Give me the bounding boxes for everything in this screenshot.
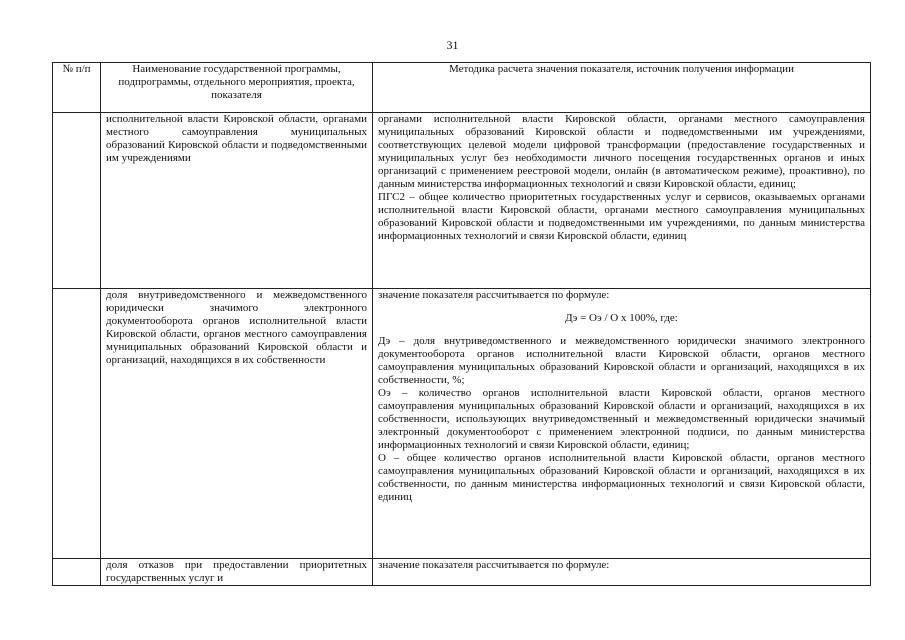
- row-number: [53, 559, 101, 586]
- methodology-cell: [373, 289, 871, 559]
- header-methodology: Методика расчета значения показателя, источник получения информации: [373, 63, 871, 113]
- methodology-paragraph: Оэ – количество органов исполнительной власти Кировской области, органов местного самоуправления муниципальных образований Кировской области и организаций, находящихся в их собственности, использующих внутриведомственный и межведомственный юридически значимый электронный документооборот с применением электронной подписи, по данным министерства информационных технологий и связи Кировской области, единиц;: [378, 387, 865, 451]
- indicator-name: доля внутриведомственного и межведомственного юридически значимого электронного документооборота органов исполнительной власти Кировской области, органов местного самоуправления муниципальных образований Кировской области и организаций, находящихся в их собственности: [101, 289, 373, 559]
- header-number: № п/п: [53, 63, 101, 113]
- formula: Дэ = Оэ / О х 100%, где:: [565, 312, 678, 324]
- indicator-name: доля отказов при предоставлении приоритетных государственных услуг и: [101, 559, 373, 586]
- table-header-row: [53, 63, 871, 113]
- methodology-paragraph: органами исполнительной власти Кировской области, органами местного самоуправления муниципальных образований Кировской области и подведомственными им учреждениями, соответствующих целевой модели цифровой трансформации (предоставление государственных и муниципальных услуг без необходимости личного посещения государственных органов и иных организаций с применением реестровой модели, онлайн (в автоматическом режиме), проактивно), по данным министерства информационных технологий и связи Кировской области, единиц;: [378, 113, 865, 190]
- methodology-cell: [373, 559, 871, 586]
- row-number: [53, 113, 101, 289]
- row-number: [53, 289, 101, 559]
- methodology-paragraph: ПГС2 – общее количество приоритетных государственных услуг и сервисов, оказываемых органами исполнительной власти Кировской области, органами местного самоуправления муниципальных образований Кировской области и подведомственными им учреждениями, по данным министерства информационных технологий и связи Кировской области, единиц: [378, 191, 865, 242]
- header-name: Наименование государственной программы, подпрограммы, отдельного мероприятия, проекта, показателя: [101, 63, 373, 113]
- table-row: [53, 289, 871, 559]
- methodology-intro: значение показателя рассчитывается по формуле:: [378, 559, 610, 571]
- page-number: 31: [446, 38, 459, 52]
- methodology-paragraph: О – общее количество органов исполнительной власти Кировской области, органов местного самоуправления муниципальных образований Кировской области и организаций, находящихся в их собственности, по данным министерства информационных технологий и связи Кировской области, единиц: [378, 452, 865, 503]
- methodology-cell: [373, 113, 871, 289]
- methodology-paragraph: Дэ – доля внутриведомственного и межведомственного юридически значимого электронного документооборота органов исполнительной власти Кировской области, органов местного самоуправления муниципальных образований Кировской области и организаций, находящихся в их собственности, %;: [378, 335, 865, 386]
- table-row: [53, 113, 871, 289]
- methodology-intro: значение показателя рассчитывается по формуле:: [378, 289, 610, 301]
- indicator-name: исполнительной власти Кировской области, органами местного самоуправления муниципальных образований Кировской области и подведомственными им учреждениями: [101, 113, 373, 289]
- table-row: [53, 559, 871, 586]
- indicator-methodology-table: [52, 62, 871, 586]
